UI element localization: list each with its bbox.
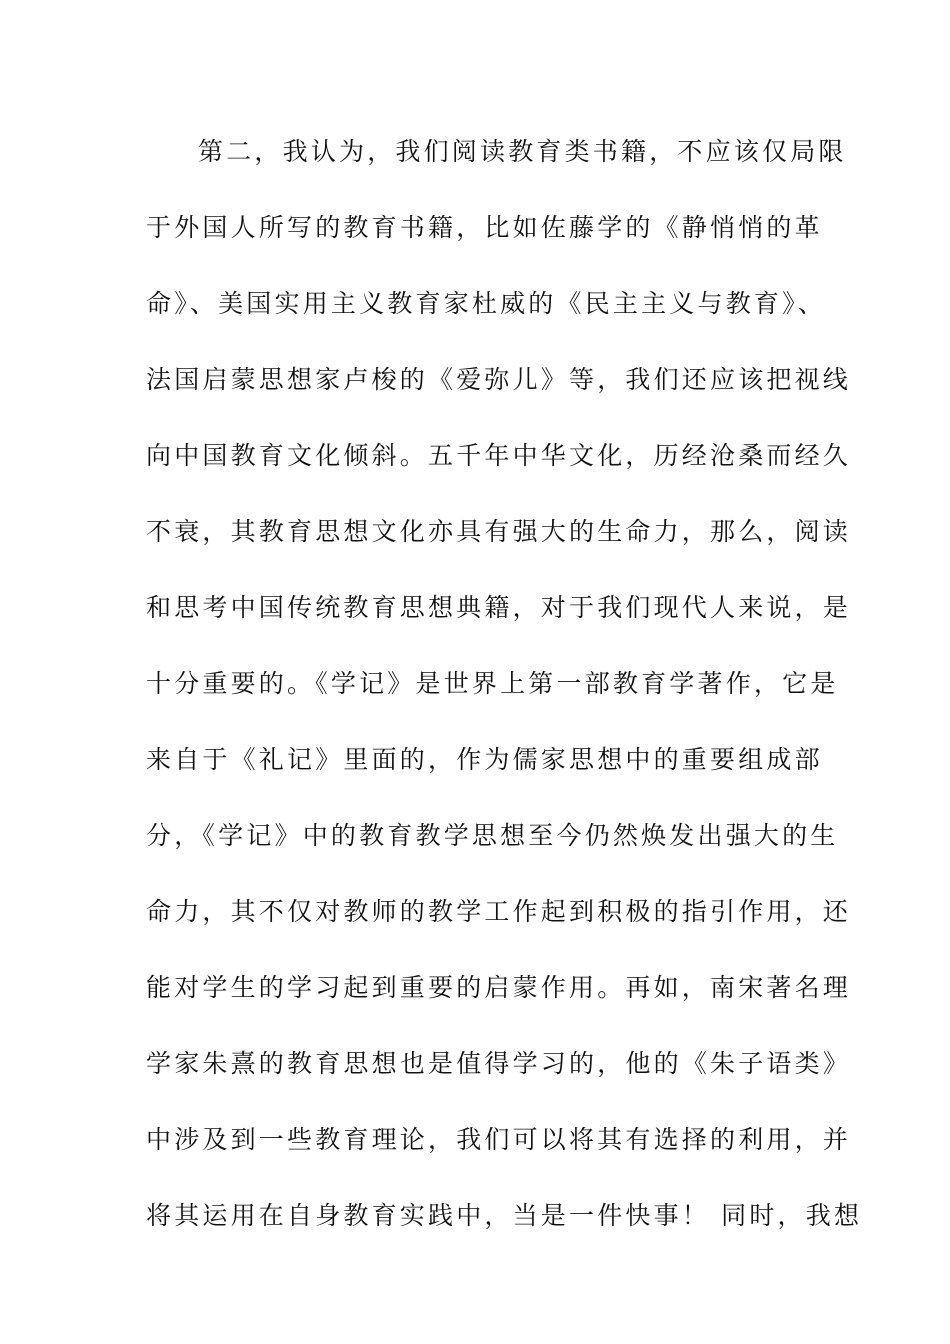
paragraph-line-1: 第二，我认为，我们阅读教育类书籍，不应该仅局限 xyxy=(198,137,847,166)
paragraph-line-14: 中涉及到一些教育理论，我们可以将其有选择的利用，并 xyxy=(146,1125,852,1154)
paragraph-line-13: 学家朱熹的教育思想也是值得学习的，他的《朱子语类》 xyxy=(146,1049,852,1078)
paragraph-line-9: 来自于《礼记》里面的，作为儒家思想中的重要组成部 xyxy=(146,745,823,774)
paragraph-line-15: 将其运用在自身教育实践中，当是一件快事！ 同时，我想 xyxy=(146,1201,863,1230)
paragraph-line-8: 十分重要的。《学记》是世界上第一部教育学著作，它是 xyxy=(146,669,839,698)
paragraph-line-5: 向中国教育文化倾斜。五千年中华文化，历经沧桑而经久 xyxy=(146,441,852,470)
paragraph-line-4: 法国启蒙思想家卢梭的《爱弥儿》等，我们还应该把视线 xyxy=(146,365,852,394)
paragraph-line-12: 能对学生的学习起到重要的启蒙作用。再如，南宋著名理 xyxy=(146,973,852,1002)
paragraph-line-7: 和思考中国传统教育思想典籍，对于我们现代人来说，是 xyxy=(146,593,852,622)
paragraph-line-2: 于外国人所写的教育书籍，比如佐藤学的《静悄悄的革 xyxy=(146,213,823,242)
paragraph-line-3: 命》、美国实用主义教育家杜威的《民主主义与教育》、 xyxy=(146,289,827,318)
body-paragraph xyxy=(146,126,863,1266)
paragraph-line-11: 命力，其不仅对教师的教学工作起到积极的指引作用，还 xyxy=(146,897,852,926)
paragraph-line-6: 不衰，其教育思想文化亦具有强大的生命力，那么，阅读 xyxy=(146,517,852,546)
paragraph-line-10: 分，《学记》中的教育教学思想至今仍然焕发出强大的生 xyxy=(146,821,839,850)
